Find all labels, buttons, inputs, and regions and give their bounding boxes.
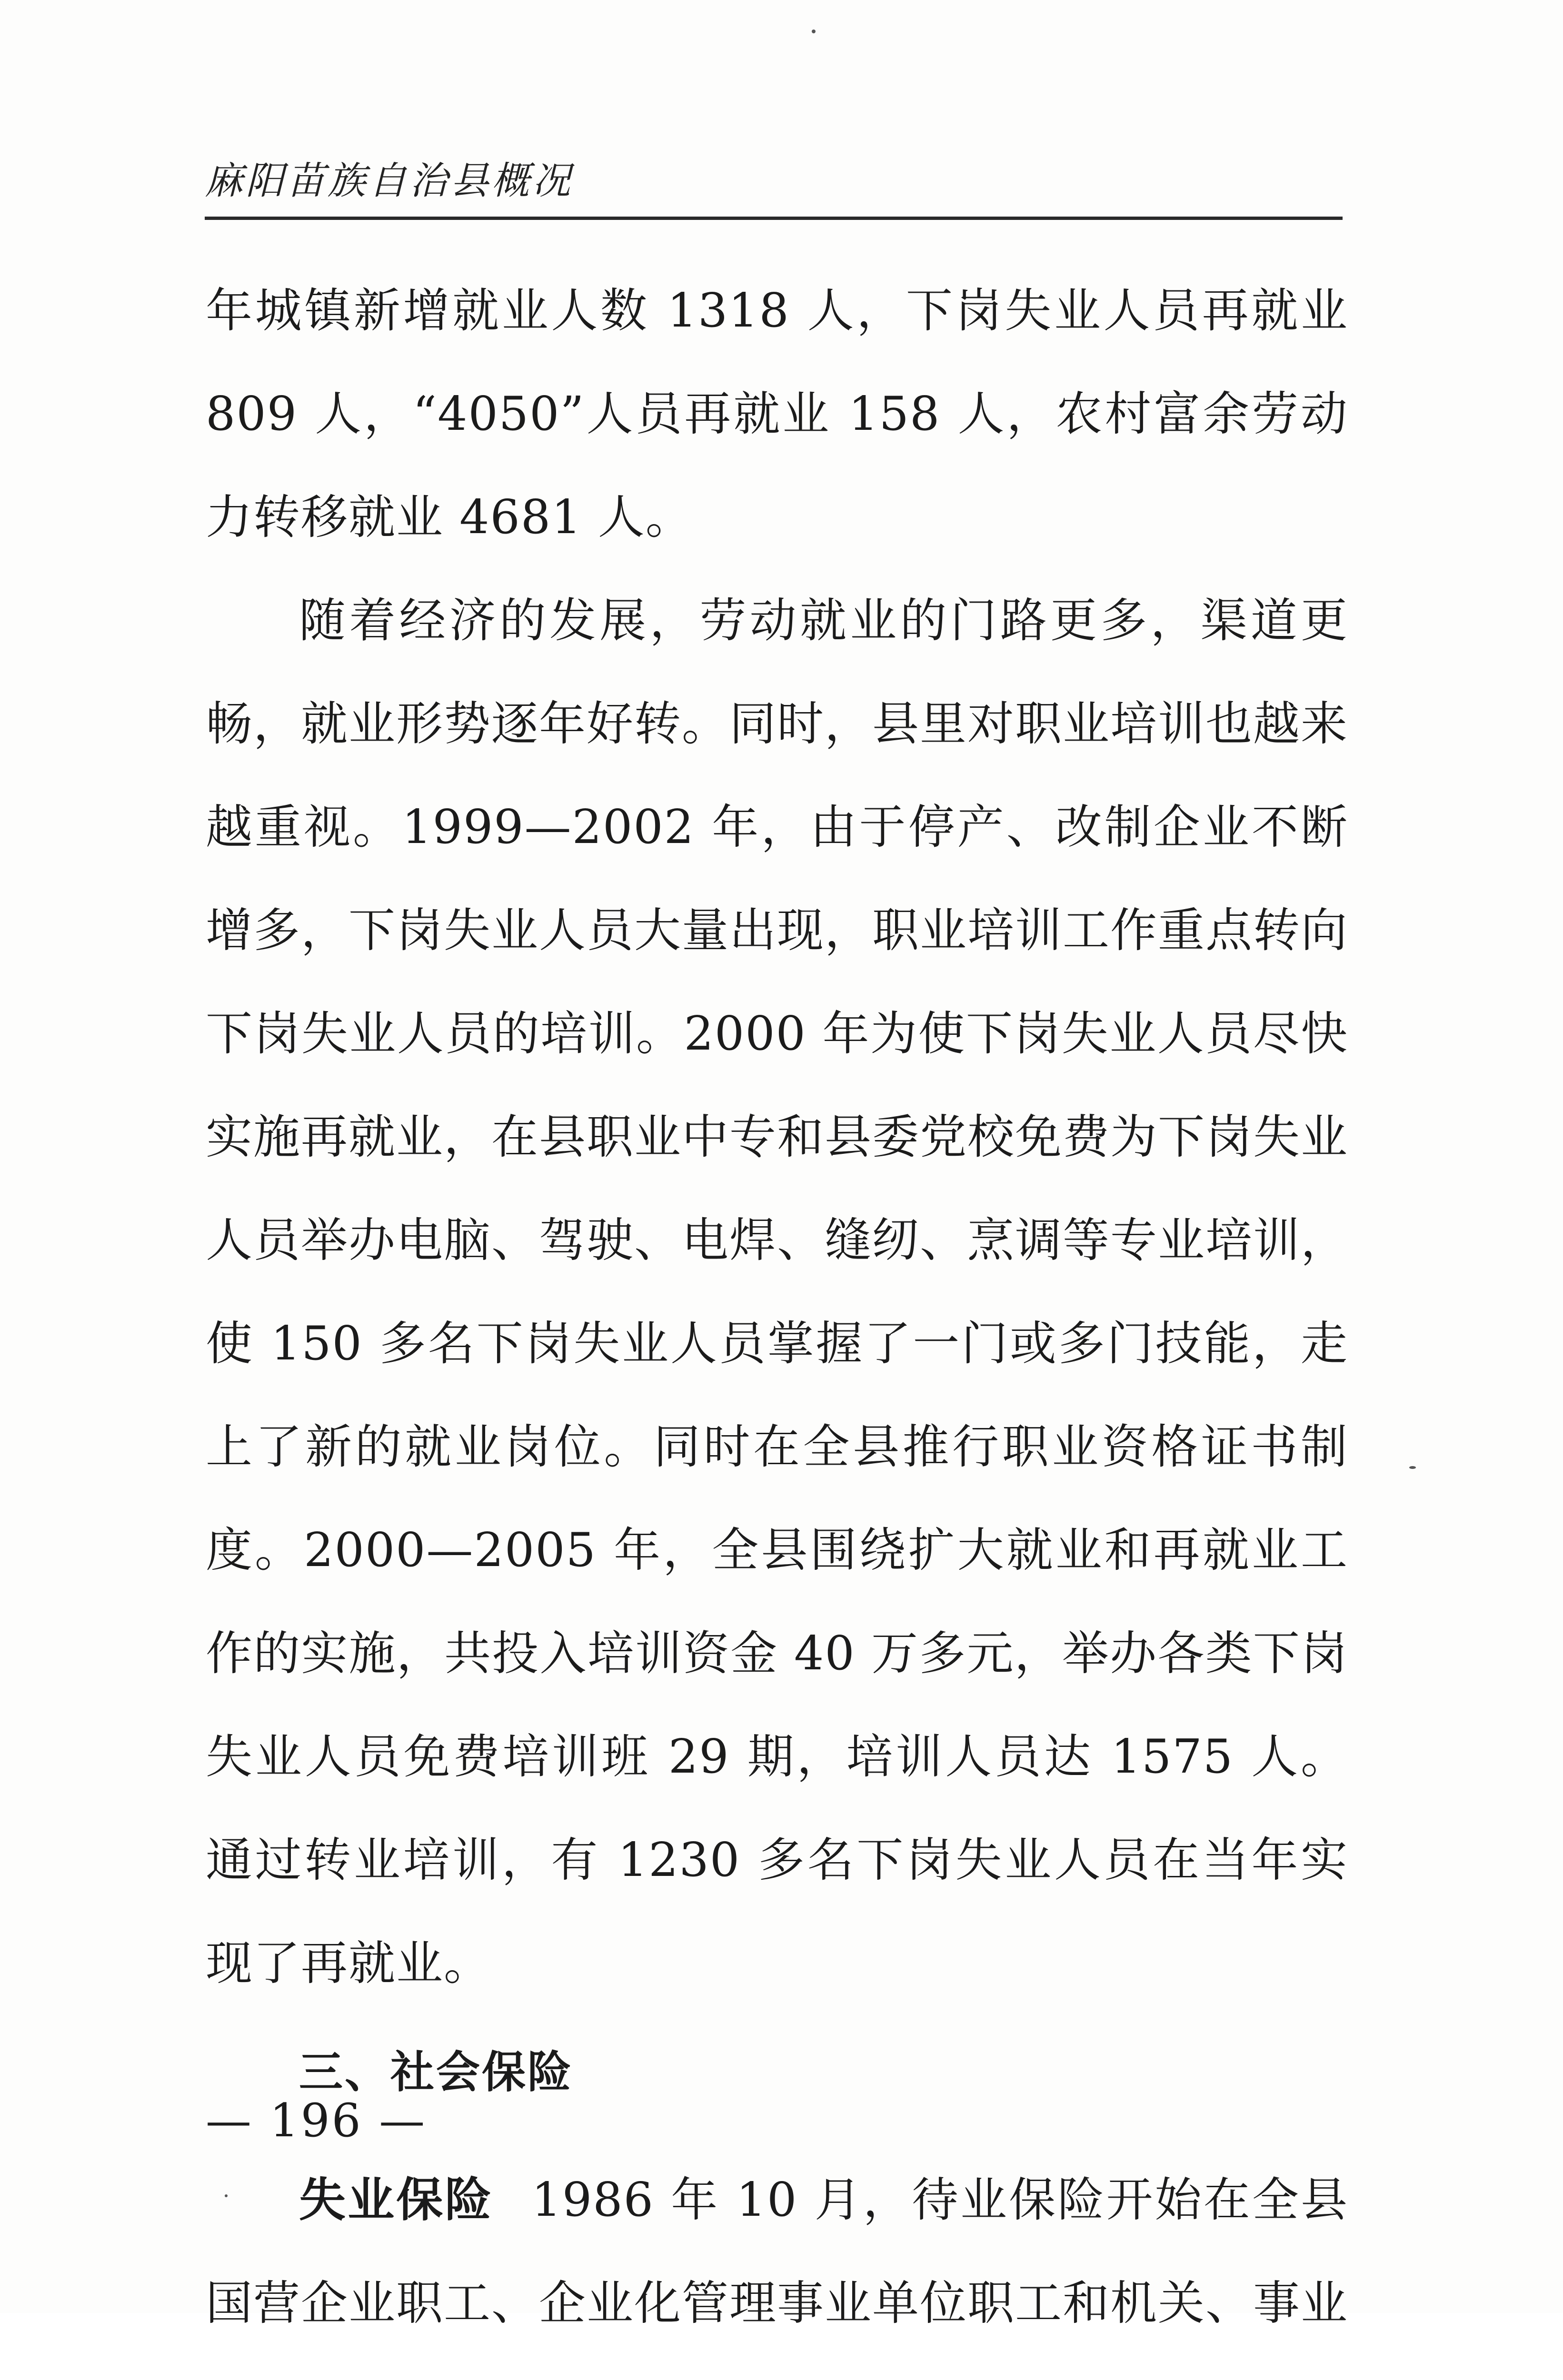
header-rule — [205, 217, 1343, 220]
paragraph-employment-training: 随着经济的发展，劳动就业的门路更多，渠道更畅，就业形势逐年好转。同时，县里对职业培训也越来越重视。1999—2002 年，由于停产、改制企业不断增多，下岗失业人员大量出现，职业培训工作重点转向下岗失业人员的培训。2000 年为使下岗失业人员尽快实施再就业，在县职业中专和县委党校免费为下岗失业人员举办电脑、驾驶、电焊、缝纫、烹调等专业培训，使 150 多名下岗失业人员掌握了一门或多门技能，走上了新的就业岗位。同时在全县推行职业资格证书制度。2000—2005 年，全县围绕扩大就业和再就业工作的实施，共投入培训资金 40 万多元，举办各类下岗失业人员免费培训班 29 期，培训人员达 1575 人。通过转业培训，有 1230 多名下岗失业人员在当年实现了再就业。 — [206, 594, 1349, 1991]
scan-speck — [1409, 1466, 1416, 1469]
scan-speck — [812, 30, 816, 33]
scan-speck — [225, 2194, 228, 2197]
paragraph-continued: 年城镇新增就业人数 1318 人，下岗失业人员再就业 809 人，“4050”人员再就业 158 人，农村富余劳动力转移就业 4681 人。 — [206, 284, 1348, 545]
page-number: — 196 — — [206, 2094, 427, 2147]
section-heading: 三、社会保险 — [299, 2047, 574, 2098]
term-unemployment-insurance: 失业保险 — [299, 2173, 494, 2227]
unemployment-insurance-text: 1986 年 10 月，待业保险开始在全县国营企业职工、企业化管理事业单位职工和机关、事业 — [206, 2173, 1349, 2330]
page-body — [206, 259, 1348, 2380]
paragraph-unemployment-insurance — [206, 2149, 1348, 2380]
running-header-title: 麻阳苗族自治县概况 — [205, 159, 573, 203]
